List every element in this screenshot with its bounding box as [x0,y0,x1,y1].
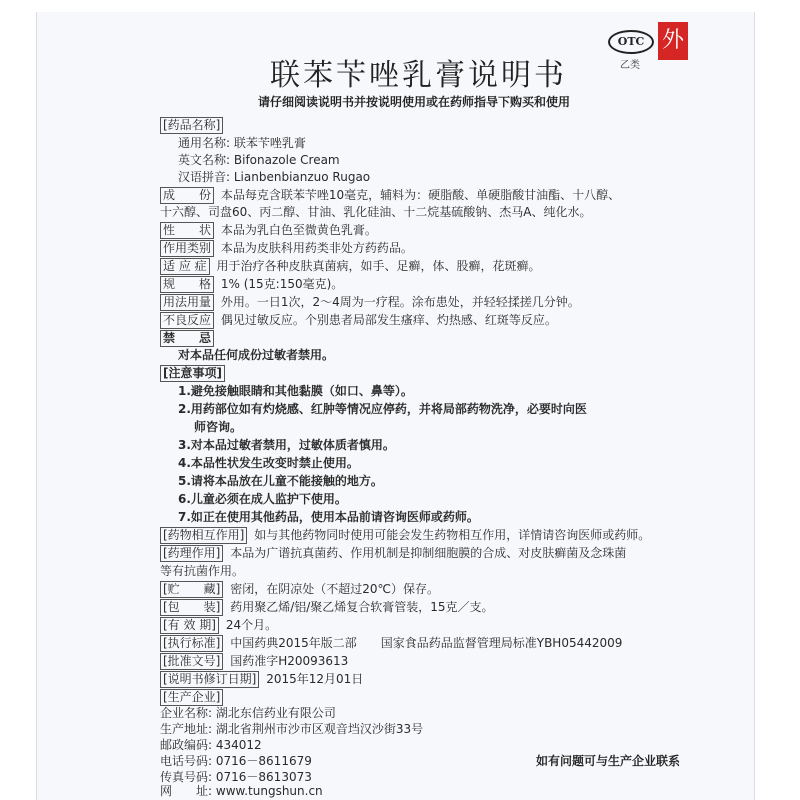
precaution-item: 4.本品性状发生改变时禁止使用。 [178,456,359,470]
field-label: 网 址: [160,784,213,798]
manufacturer-name: 湖北东信药业有限公司 [215,706,336,720]
precaution-item: 5.请将本品放在儿童不能接触的地方。 [178,474,383,488]
indications-row [160,258,540,275]
approval-row [160,653,348,670]
field-label: 企业名称: [160,706,213,720]
section-label: 作用类别 [160,240,214,257]
specification-row [160,276,343,293]
field-label: 邮政编码: [160,738,213,752]
precaution-item: 2.用药部位如有灼烧感、红肿等情况应停药，并将局部药物洗净，必要时向医 [178,402,587,416]
postcode-row [160,737,262,754]
standard-text: 中国药典2015年版二部 国家食品药品监督管理局标准YBH05442009 [230,636,623,650]
manufacturer-row [160,689,226,706]
phone-row [160,753,312,770]
website-row [160,783,323,800]
composition-text: 十六醇、司盘60、丙二醇、甘油、乳化硅油、十二烷基硫酸钠、杰马A、纯化水。 [160,205,592,219]
category-row [160,240,413,257]
section-label: 性 状 [160,222,214,239]
packaging-row [160,599,494,616]
revision-row [160,671,363,688]
precautions-row [160,365,228,382]
section-label: [贮 藏] [160,581,223,598]
manufacturer-name-row [160,705,336,722]
properties-row [160,222,377,239]
pinyin-name: Lianbenbianzuo Rugao [233,170,371,184]
section-label: 规 格 [160,276,214,293]
website: www.tungshun.cn [215,784,323,798]
fax-number: 0716－8613073 [215,770,312,784]
section-label: 成 份 [160,187,214,204]
storage-text: 密闭，在阴凉处（不超过20℃）保存。 [230,582,439,596]
section-label: 不良反应 [160,312,214,329]
section-label: [生产企业] [160,689,223,706]
pharmacology-continued [160,563,244,580]
packaging-text: 药用聚乙烯/铝/聚乙烯复合软膏管装，15克／支。 [230,600,494,614]
generic-name: 联苯苄唑乳膏 [233,136,306,150]
indications-text: 用于治疗各种皮肤真菌病，如手、足癣，体、股癣，花斑癣。 [216,259,541,273]
usage-text: 外用。一日1次，2～4周为一疗程。涂布患处，并轻轻揉搓几分钟。 [220,295,580,309]
generic-name-row [178,135,306,152]
section-label: 用法用量 [160,294,214,311]
section-label: [药物相互作用] [160,527,247,544]
precaution-item: 师咨询。 [194,420,243,434]
adverse-row [160,312,557,329]
usage-row [160,294,580,311]
revision-text: 2015年12月01日 [266,672,364,686]
contraindications-text: 对本品任何成份过敏者禁用。 [178,348,335,362]
section-label: [药品名称] [160,117,223,134]
contact-note: 如有问题可与生产企业联系 [536,754,681,768]
section-drug-name [160,117,226,134]
field-label: 电话号码: [160,754,213,768]
adverse-text: 偶见过敏反应。个别患者局部发生瘙痒、灼热感、红斑等反应。 [220,313,557,327]
english-name: Bifonazole Cream [233,153,340,167]
field-label: 传真号码: [160,770,213,784]
section-label: [包 装] [160,599,223,616]
field-label: 英文名称: [178,153,231,167]
phone-number: 0716－8611679 [215,754,312,768]
section-label: [说明书修订日期] [160,671,259,688]
section-label: [注意事项] [160,365,225,382]
manufacturer-address: 湖北省荆州市沙市区观音垱汉沙街33号 [215,722,424,736]
precaution-item: 1.避免接触眼睛和其他黏膜（如口、鼻等）。 [178,384,413,398]
section-label: [执行标准] [160,635,223,652]
pinyin-name-row [178,169,370,186]
field-label: 汉语拼音: [178,170,231,184]
otc-badge: OTC [608,30,654,54]
contraindications-row [160,330,217,347]
english-name-row [178,152,340,169]
validity-row [160,617,277,634]
usage-warning: 请仔细阅读说明书并按说明使用或在药师指导下购买和使用 [258,95,571,109]
pharmacology-text: 等有抗菌作用。 [160,564,245,578]
approval-text: 国药准字H20093613 [230,654,349,668]
validity-text: 24个月。 [225,618,278,632]
interactions-text: 如与其他药物同时使用可能会发生药物相互作用，详情请咨询医师或药师。 [254,528,651,542]
field-label: 生产地址: [160,722,213,736]
category-text: 本品为皮肤科用药类非处方药药品。 [220,241,413,255]
composition-continued [160,204,591,221]
postcode: 434012 [215,738,262,752]
section-label: 禁 忌 [160,330,214,347]
standard-row [160,635,622,652]
properties-text: 本品为乳白色至微黄色乳膏。 [220,223,377,237]
section-label: [批准文号] [160,653,223,670]
precaution-item: 3.对本品过敏者禁用，过敏体质者慎用。 [178,438,395,452]
precaution-item: 7.如正在使用其他药品，使用本品前请咨询医师或药师。 [178,510,479,524]
specification-text: 1% (15克:150毫克)。 [220,277,344,291]
section-label: [有 效 期] [160,617,219,634]
document-title: 联苯苄唑乳膏说明书 [270,58,567,93]
storage-row [160,581,439,598]
pharmacology-text: 本品为广谱抗真菌药、作用机制是抑制细胞膜的合成、对皮肤癣菌及念珠菌 [230,546,627,560]
composition-row [160,187,620,204]
section-label: 适 应 症 [160,258,210,275]
interactions-row [160,527,650,544]
section-label: [药理作用] [160,545,223,562]
external-use-badge: 外 [658,22,688,60]
precaution-item: 6.儿童必须在成人监护下使用。 [178,492,347,506]
composition-text: 本品每克含联苯苄唑10毫克，辅料为：硬脂酸、单硬脂酸甘油酯、十八醇、 [220,188,621,202]
otc-class-label: 乙类 [620,60,640,71]
pharmacology-row [160,545,626,562]
field-label: 通用名称: [178,136,231,150]
manufacturer-address-row [160,721,423,738]
